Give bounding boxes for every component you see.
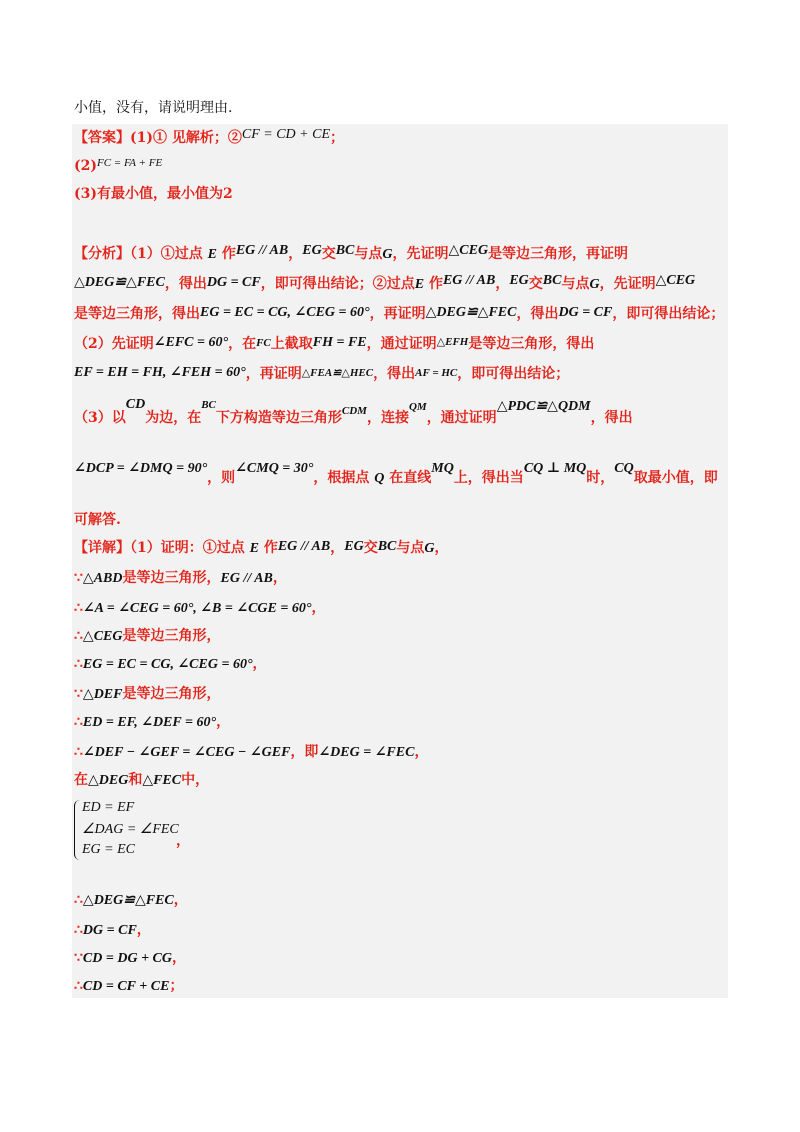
math: △EFH — [436, 336, 469, 348]
text: ，再证明 — [245, 366, 302, 382]
text: 在 — [74, 772, 88, 788]
answer-line-3 — [74, 184, 233, 204]
text: 交 — [321, 246, 336, 262]
text: ，得出 — [590, 410, 633, 426]
math: FC — [256, 337, 271, 349]
text: 是等边三角形， — [122, 570, 221, 586]
because-symbol: ∵ — [74, 686, 83, 702]
math: EF = EH = FH, ∠FEH = 60° — [74, 365, 246, 380]
math: CQ — [614, 461, 634, 476]
math: EG = EC = CG, ∠CEG = 60° — [200, 305, 370, 320]
text: ，根据点 — [313, 470, 370, 486]
detail-line-7 — [74, 712, 230, 733]
math: △PDC≌△QDM — [496, 399, 591, 414]
text: ，即可得出结论； — [612, 306, 725, 322]
math: △ABD — [82, 571, 123, 586]
math: EG // AB — [220, 571, 273, 586]
math: E — [249, 541, 259, 556]
text: （3）以 — [74, 410, 126, 426]
text: 作 — [428, 276, 443, 292]
text: ，即 — [290, 744, 319, 760]
text: ，在 — [228, 336, 257, 352]
text: 上，得出当 — [453, 470, 524, 486]
text: 小值，没有，请说明理由. — [74, 100, 233, 116]
text: 是等边三角形，得出 — [468, 336, 595, 352]
math: FH = FE — [312, 335, 367, 350]
math: ∠DEG = ∠FEC — [318, 745, 415, 760]
text: ，再证明 — [369, 306, 426, 322]
math: BC — [201, 399, 216, 411]
text: 取最小值，即 — [633, 470, 718, 486]
text: 与点 — [561, 276, 590, 292]
therefore-symbol: ∴ — [74, 714, 83, 730]
because-symbol: ∵ — [74, 570, 83, 586]
text: (3)有最小值，最小值为2 — [74, 186, 233, 202]
text: (2) — [74, 158, 97, 174]
text: ，得出 — [373, 366, 416, 382]
math: EG // AB — [277, 539, 331, 554]
analysis-line-7 — [74, 461, 718, 489]
math: △DEG≌△FEC — [82, 893, 174, 908]
text: 是等边三角形，再证明 — [488, 246, 629, 262]
text: ，通过证明 — [366, 336, 437, 352]
text: ， — [434, 540, 449, 556]
math: CD = DG + CG — [82, 951, 172, 966]
text: 【答案】(1)① 见解析；② — [74, 130, 242, 146]
math: ∠CMQ = 30° — [235, 461, 314, 476]
text: 【分析】（1）①过点 — [74, 246, 203, 262]
math: BC — [335, 243, 355, 258]
text: ， — [311, 600, 326, 616]
math: CD — [125, 397, 146, 412]
text: ，得出 — [516, 306, 559, 322]
math: ∠DCP = ∠DMQ = 90° — [74, 461, 208, 476]
math: △FEC — [142, 773, 182, 788]
math: EG — [344, 539, 364, 554]
detail-line-8 — [74, 742, 428, 763]
therefore-symbol: ∴ — [74, 600, 83, 616]
analysis-line-2 — [74, 274, 695, 295]
analysis-line-5 — [74, 364, 569, 385]
text: 上截取 — [270, 336, 313, 352]
detail-line-4 — [74, 626, 220, 647]
math: G — [382, 247, 393, 262]
text-line — [74, 98, 232, 118]
text: 作 — [263, 540, 278, 556]
text: 时， — [586, 470, 615, 486]
math: DG = CF — [558, 305, 613, 320]
math: AF = HC — [415, 367, 458, 379]
analysis-line-8 — [74, 510, 121, 530]
text: ， — [172, 950, 186, 966]
math: △CEG — [448, 243, 489, 258]
text: 是等边三角形， — [122, 686, 221, 702]
detail-line-5 — [74, 654, 267, 675]
equation: ED = EF — [82, 800, 135, 815]
math: CDM — [341, 405, 367, 417]
math: DG = CF — [206, 275, 261, 290]
math: △CEG — [82, 629, 123, 644]
text: ， — [216, 714, 231, 730]
text: ，得出 — [164, 276, 207, 292]
because-symbol: ∵ — [74, 950, 83, 966]
therefore-symbol: ∴ — [74, 922, 83, 938]
therefore-symbol: ∴ — [74, 628, 83, 644]
text: ，连接 — [366, 410, 409, 426]
analysis-line-4 — [74, 334, 594, 355]
math: EG — [302, 243, 322, 258]
math: Q — [374, 471, 385, 486]
math: △CEG — [655, 273, 696, 288]
text: 下方构造等边三角形 — [215, 410, 342, 426]
math: G — [589, 277, 600, 292]
math: △DEG≌△FEC — [74, 275, 165, 290]
math: △FEA≌△HEC — [301, 367, 374, 379]
math: G — [424, 541, 435, 556]
text: ，先证明 — [599, 276, 656, 292]
therefore-symbol: ∴ — [74, 892, 83, 908]
detail-line-13 — [74, 976, 183, 997]
math: ∠A = ∠CEG = 60°, ∠B = ∠CGE = 60° — [82, 601, 312, 616]
math: △DEG — [88, 773, 129, 788]
therefore-symbol: ∴ — [74, 978, 83, 994]
detail-line-9 — [74, 770, 209, 791]
text: 交 — [528, 276, 543, 292]
text: 中， — [181, 772, 210, 788]
analysis-line-6 — [74, 397, 633, 429]
detail-line-3 — [74, 598, 325, 619]
text: ， — [288, 246, 303, 262]
math: EG = EC = CG, ∠CEG = 60° — [82, 657, 253, 672]
answer-line-1 — [74, 128, 344, 149]
math: EG // AB — [235, 243, 289, 258]
text: （2）先证明 — [74, 336, 154, 352]
math: EG // AB — [442, 273, 496, 288]
math: CF = CD + CE — [241, 127, 330, 142]
math: ED = EF, ∠DEF = 60° — [82, 715, 217, 730]
text: ，通过证明 — [426, 410, 497, 426]
text: ，先证明 — [392, 246, 449, 262]
text: 和 — [128, 772, 143, 788]
text: ， — [272, 570, 287, 586]
detail-line-6 — [74, 684, 220, 705]
text: ， — [330, 540, 345, 556]
text: 与点 — [396, 540, 425, 556]
detail-line-11 — [74, 920, 151, 941]
therefore-symbol: ∴ — [74, 744, 83, 760]
text: 交 — [363, 540, 378, 556]
detail-line-12 — [74, 948, 186, 969]
analysis-line-3 — [74, 304, 724, 325]
equation-system — [74, 800, 194, 864]
equation: EG = EC — [82, 842, 135, 857]
math: CD = CF + CE — [82, 979, 170, 994]
text: 为边，在 — [145, 410, 202, 426]
math: CQ ⊥ MQ — [523, 461, 587, 476]
math: DG = CF — [82, 923, 137, 938]
text: ， — [136, 922, 151, 938]
detail-line-2 — [74, 568, 287, 589]
text: ，即可得出结论；②过点 — [260, 276, 415, 292]
math: FC = FA + FE — [97, 157, 163, 169]
text: 作 — [221, 246, 236, 262]
math: BC — [377, 539, 397, 554]
detail-line-10 — [74, 890, 188, 911]
text: 在直线 — [389, 470, 432, 486]
text: ，即可得出结论； — [457, 366, 570, 382]
text: ； — [330, 130, 344, 146]
math: E — [414, 277, 425, 292]
text: ； — [169, 978, 184, 994]
text: ， — [173, 892, 188, 908]
text: ， — [176, 834, 190, 849]
math: BC — [542, 273, 562, 288]
text: ， — [495, 276, 510, 292]
math: MQ — [431, 461, 454, 476]
math: ∠EFC = 60° — [153, 335, 229, 350]
text: 【详解】（1）证明：①过点 — [74, 540, 245, 556]
text: 可解答. — [74, 512, 121, 528]
text: ， — [414, 744, 429, 760]
text: 是等边三角形， — [122, 628, 221, 644]
text: 与点 — [354, 246, 383, 262]
detail-line-1 — [74, 538, 449, 559]
math: QM — [408, 401, 427, 413]
answer-line-2 — [74, 156, 162, 177]
text: 是等边三角形，得出 — [74, 306, 200, 322]
math: E — [207, 247, 217, 262]
math: EG — [509, 273, 529, 288]
therefore-symbol: ∴ — [74, 656, 83, 672]
math: △DEG≌△FEC — [425, 305, 517, 320]
text: ， — [252, 656, 267, 672]
text: ，则 — [207, 470, 236, 486]
equation: ∠DAG = ∠FEC — [82, 822, 179, 837]
math: △DEF — [82, 687, 123, 702]
analysis-line-1 — [74, 244, 628, 265]
math: ∠DEF − ∠GEF = ∠CEG − ∠GEF — [82, 745, 291, 760]
